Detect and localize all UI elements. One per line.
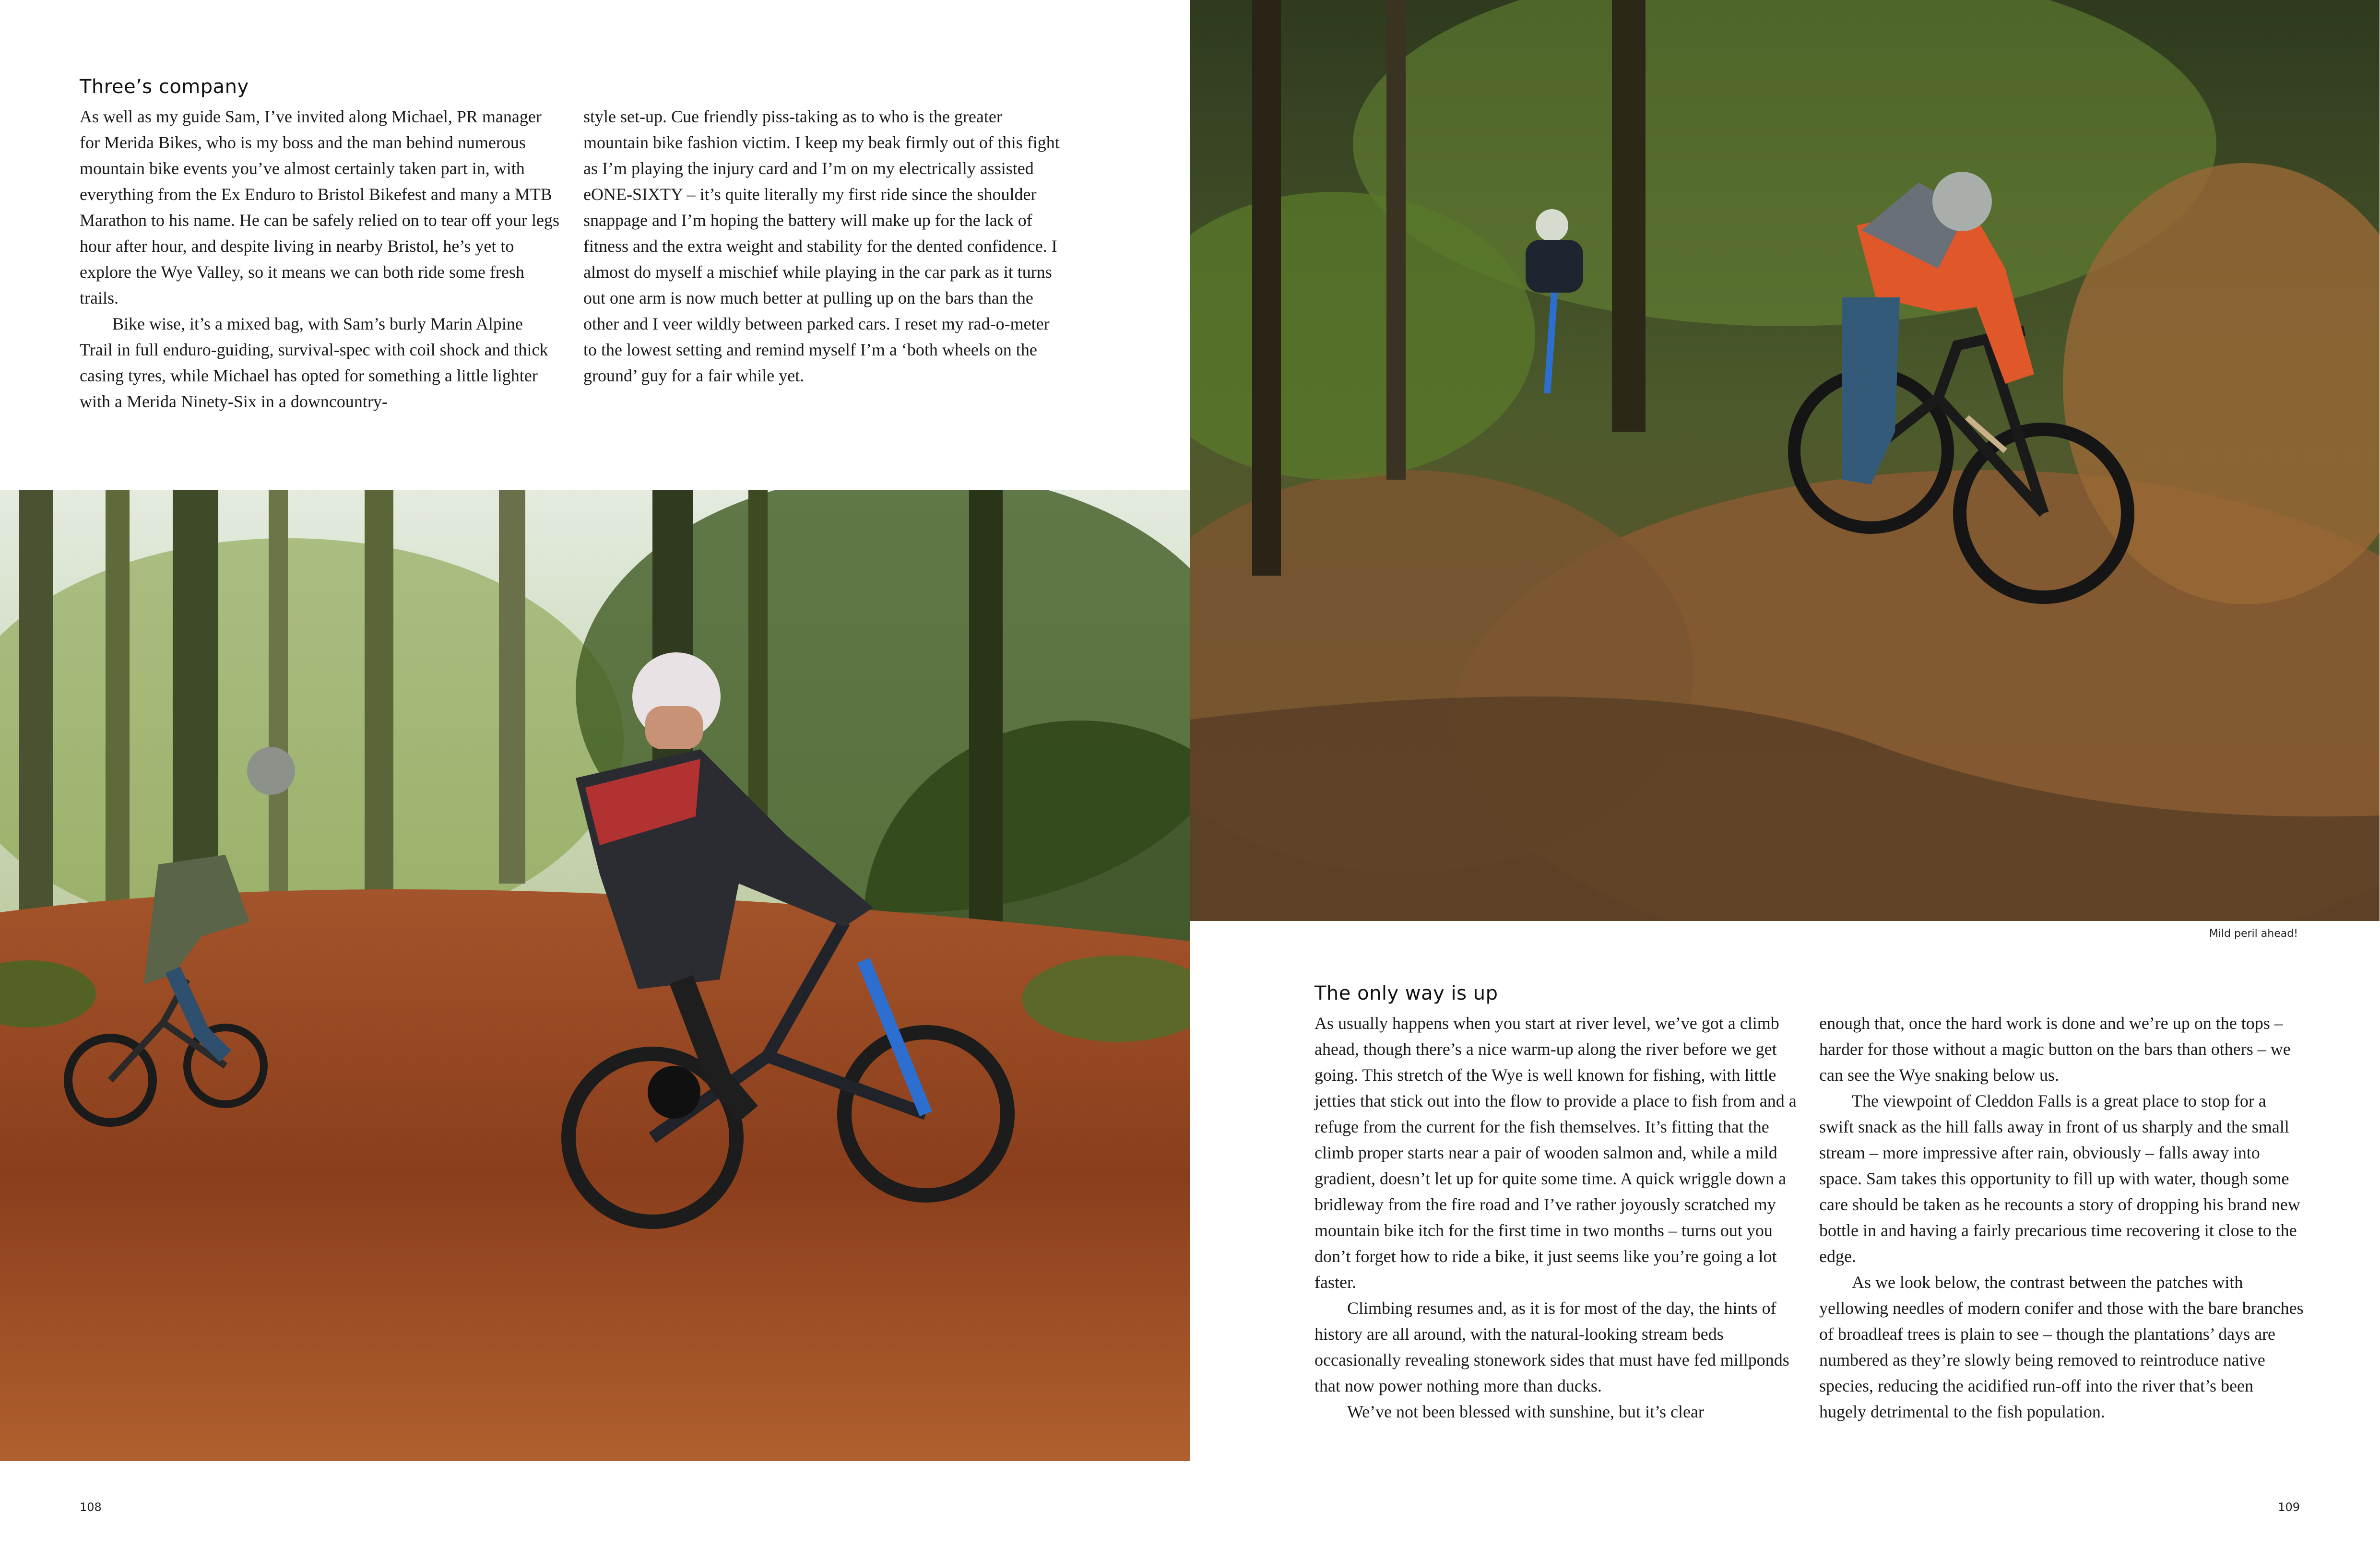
photo-riders-leafy-trail bbox=[0, 490, 1190, 1461]
photo-rider-trail-drop-image bbox=[1190, 0, 2380, 921]
right-page bbox=[1190, 0, 2380, 1558]
page-number-left: 108 bbox=[80, 1500, 102, 1514]
photo-riders-leafy-trail-image bbox=[0, 490, 1190, 1461]
paragraph: Climbing resumes and, as it is for most of the day, the hints of history are all around, with the natural-looking stream beds occasionally revealing stonework sides that must have fed millponds that now power nothing more than ducks. bbox=[1314, 1298, 1789, 1395]
paragraph: The viewpoint of Cleddon Falls is a great place to stop for a swift snack as the hill falls away in front of us sharply and the small stream – more impressive after rain, obviously – falls away into space. Sam takes this opportunity to fill up with water, though some care should be taken as he recounts a story of dropping his brand new bottle in and having a fairly precarious time recovering it close to the edge. bbox=[1819, 1091, 2300, 1266]
paragraph: style set-up. Cue friendly piss-taking as to who is the greater mountain bike fashion victim. I keep my beak firmly out of this fight as I’m playing the injury card and I’m on my electrically assisted eONE-SIXTY – it’s quite literally my first ride since the shoulder snappage and I’m hoping the battery will make up for the lack of fitness and the extra weight and stability for the dented confidence. I almost do myself a mischief while playing in the car park as it turns out one arm is now much better at pulling up on the bars than the other and I veer wildly between parked cars. I reset my rad-o-meter to the lowest setting and remind myself I’m a ‘both wheels on the ground’ guy for a fair while yet. bbox=[583, 107, 1060, 385]
paragraph: enough that, once the hard work is done and we’re up on the tops – harder for those without a magic button on the bars than others – we can see the Wye snaking below us. bbox=[1819, 1014, 2291, 1085]
section-heading-threes-company: Three’s company bbox=[80, 76, 249, 98]
photo-caption: Mild peril ahead! bbox=[2209, 928, 2298, 940]
section-heading-only-way-up: The only way is up bbox=[1314, 982, 1498, 1004]
paragraph: Bike wise, it’s a mixed bag, with Sam’s burly Marin Alpine Trail in full enduro-guiding, survival-spec with coil shock and thick casing tyres, while Michael has opted for something a little lighter with a Merida Ninety-Six in a downcountry- bbox=[80, 314, 548, 411]
paragraph: As usually happens when you start at river level, we’ve got a climb ahead, though there’s a nice warm-up along the river before we get going. This stretch of the Wye is well known for fishing, with little jetties that stick out into the flow to provide a place to fish from and a refuge from the current for the fish themselves. It’s fitting that the climb proper starts near a pair of wooden salmon and, while a mild gradient, doesn’t let up for quite some time. A quick wriggle down a bridleway from the fire road and I’ve rather joyously scratched my mountain bike itch for the first time in two months – turns out you don’t forget how to ride a bike, it just seems like you’re going a lot faster. bbox=[1314, 1014, 1797, 1292]
page-number-right: 109 bbox=[2278, 1500, 2300, 1514]
right-text-column-1 bbox=[1314, 1010, 1799, 1425]
photo-rider-trail-drop bbox=[1190, 0, 2380, 921]
paragraph: As well as my guide Sam, I’ve invited along Michael, PR manager for Merida Bikes, who is my boss and the man behind numerous mountain bike events you’ve almost certainly taken part in, with everything from the Ex Enduro to Bristol Bikefest and many a MTB Marathon to his name. He can be safely relied on to tear off your legs hour after hour, and despite living in nearby Bristol, he’s yet to explore the Wye Valley, so it means we can both ride some fresh trails. bbox=[80, 107, 560, 307]
paragraph: As we look below, the contrast between the patches with yellowing needles of modern conifer and those with the bare branches of broadleaf trees is plain to see – though the plantations’ days are numbered as they’re slowly being removed to reintroduce native species, reducing the acidified run-off into the river that’s been hugely detrimental to the fish population. bbox=[1819, 1273, 2304, 1421]
paragraph: We’ve not been blessed with sunshine, but it’s clear bbox=[1347, 1402, 1704, 1421]
right-text-column-2 bbox=[1819, 1010, 2304, 1425]
left-text-column-2 bbox=[583, 104, 1063, 389]
left-text-column-1 bbox=[80, 104, 559, 414]
